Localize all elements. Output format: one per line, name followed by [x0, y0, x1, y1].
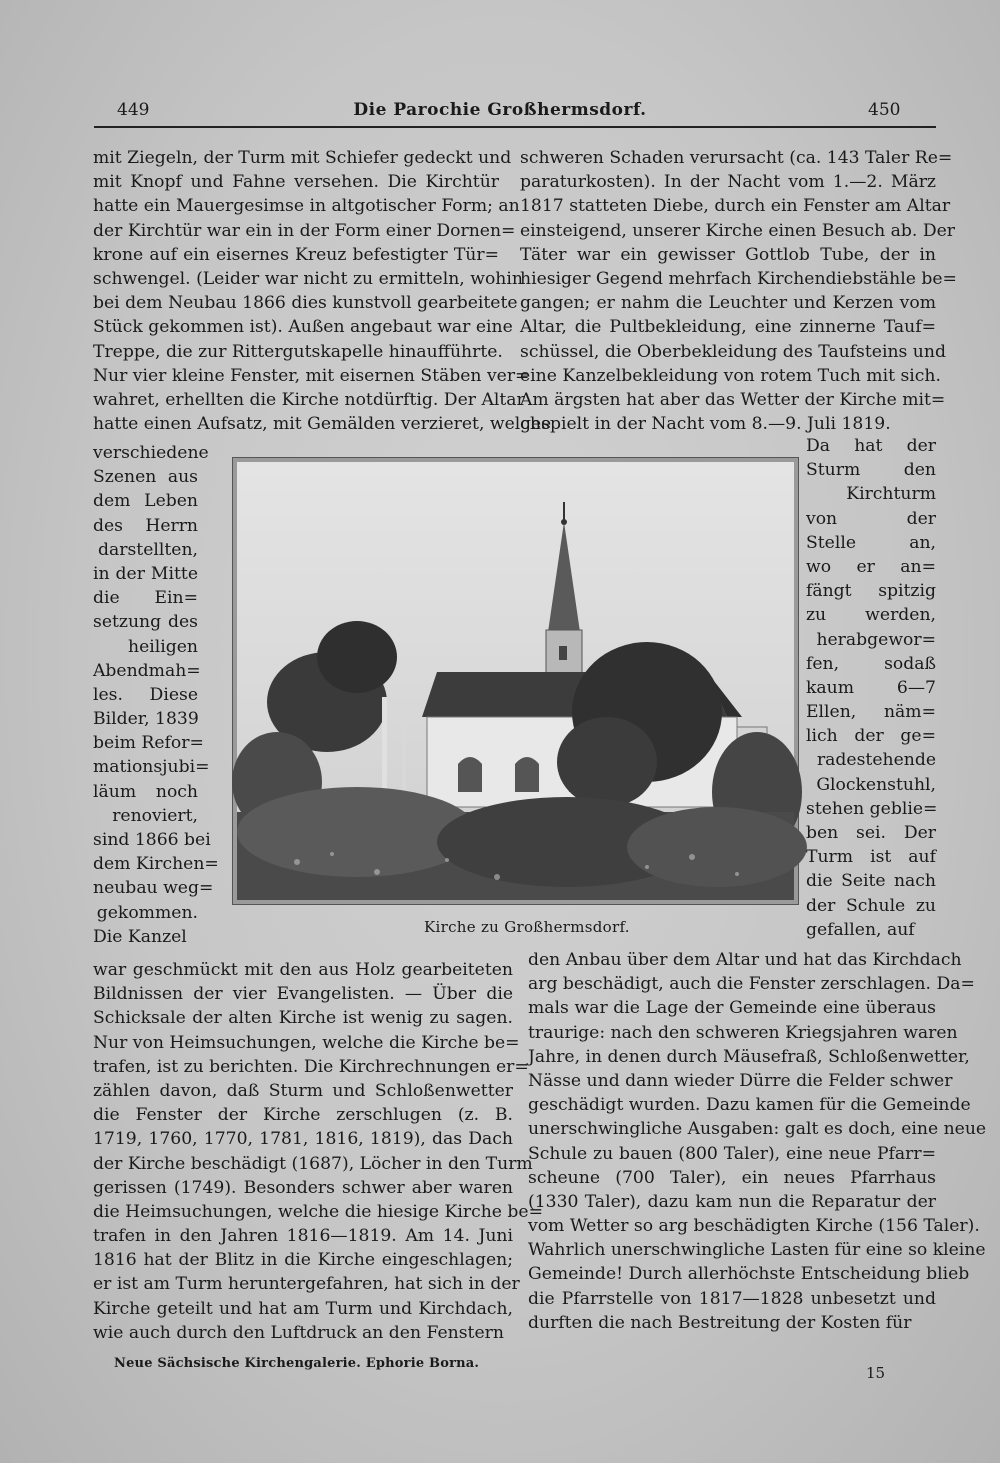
- text-line: schweren Schaden verursacht (ca. 143 Taler Re=: [520, 148, 953, 168]
- text-line: beim Refor=: [93, 733, 204, 754]
- text-line: Die Kanzel: [93, 926, 187, 947]
- text-line: Glockenstuhl,: [816, 774, 936, 795]
- text-line: kaum 6—7: [806, 677, 936, 698]
- left-column-beside-figure: [93, 441, 219, 949]
- text-line: Treppe, die zur Rittergutskapelle hinaufführte.: [93, 341, 503, 362]
- text-line: Schule zu bauen (800 Taler), eine neue Pfarr=: [528, 1143, 936, 1164]
- text-line: Da hat der: [806, 436, 936, 456]
- right-column-bottom: [528, 948, 987, 1335]
- text-line: die Fenster der Kirche zerschlugen (z. B.: [93, 1105, 513, 1126]
- text-line: mals war die Lage der Gemeinde eine überaus: [528, 998, 936, 1019]
- running-title: Die Parochie Großhermsdorf.: [353, 100, 647, 120]
- text-line: Am ärgsten hat aber das Wetter der Kirche mit=: [520, 389, 946, 410]
- text-line: die Pfarrstelle von 1817—1828 unbesetzt und: [528, 1288, 936, 1309]
- text-line: Altar, die Pultbekleidung, eine zinnerne Tauf=: [520, 317, 936, 338]
- text-line: ben sei. Der: [806, 823, 936, 843]
- text-line: Abendmah=: [93, 660, 201, 681]
- text-line: Jahre, in denen durch Mäusefraß, Schloßenwetter,: [528, 1046, 970, 1067]
- text-line: mit Knopf und Fahne versehen. Die Kirchtür: [93, 172, 499, 193]
- text-line: Kirchturm: [846, 484, 936, 505]
- text-line: vom Wetter so arg beschädigten Kirche (156 Taler).: [528, 1216, 980, 1237]
- text-line: war geschmückt mit den aus Holz gearbeiteten: [93, 960, 513, 980]
- text-line: Bilder, 1839: [93, 709, 199, 730]
- text-line: hiesiger Gegend mehrfach Kirchendiebstähle be=: [520, 268, 957, 289]
- text-line: Nur von Heimsuchungen, welche die Kirche be=: [93, 1032, 520, 1053]
- text-line: der Schule zu: [806, 895, 936, 916]
- text-line: trafen in den Jahren 1816—1819. Am 14. Juni: [93, 1226, 513, 1247]
- footer-series-title: Neue Sächsische Kirchengalerie. Ephorie Borna.: [114, 1356, 480, 1371]
- text-line: bei dem Neubau 1866 dies kunstvoll gearbeitete: [93, 293, 518, 314]
- text-line: zählen davon, daß Sturm und Schloßenwetter: [93, 1080, 513, 1101]
- text-line: Turm ist auf: [806, 847, 936, 868]
- text-line: (1330 Taler), dazu kam nun die Reparatur der: [528, 1191, 936, 1212]
- text-line: traurige: nach den schweren Kriegsjahren waren: [528, 1022, 958, 1043]
- text-line: herabgewor=: [816, 629, 936, 650]
- text-line: 1816 hat der Blitz in die Kirche eingeschlagen;: [93, 1250, 513, 1271]
- footer-signature-number: 15: [866, 1364, 886, 1382]
- text-line: stehen geblie=: [806, 798, 938, 819]
- text-line: verschiedene: [93, 443, 209, 463]
- text-line: den Anbau über dem Altar und hat das Kirchdach: [528, 950, 962, 970]
- text-line: 1719, 1760, 1770, 1781, 1816, 1819), das Dach: [93, 1129, 513, 1150]
- text-line: sind 1866 bei: [93, 830, 211, 850]
- text-line: les. Diese: [93, 684, 198, 705]
- page-number-right: 450: [868, 100, 901, 120]
- header-rule: [94, 126, 936, 128]
- text-line: neubau weg=: [93, 878, 214, 899]
- text-line: gangen; er nahm die Leuchter und Kerzen vom: [520, 293, 936, 314]
- text-line: dem Leben: [93, 491, 198, 512]
- text-line: läum noch: [93, 781, 198, 802]
- text-line: krone auf ein eisernes Kreuz befestigter Tür=: [93, 244, 499, 265]
- text-line: schwengel. (Leider war nicht zu ermitteln, wohin: [93, 268, 523, 289]
- text-line: Szenen aus: [93, 467, 198, 488]
- text-line: gefallen, auf: [806, 919, 915, 940]
- text-line: Wahrlich unerschwingliche Lasten für eine so kleine: [528, 1240, 986, 1261]
- text-line: mit Ziegeln, der Turm mit Schiefer gedeckt und: [93, 148, 512, 168]
- church-photo: [237, 462, 794, 900]
- text-line: Stelle an,: [806, 532, 936, 553]
- text-line: Kirche geteilt und hat am Turm und Kirchdach,: [93, 1298, 513, 1319]
- text-line: paraturkosten). In der Nacht vom 1.—2. März: [520, 172, 936, 193]
- right-column-beside-figure: [806, 434, 936, 942]
- text-line: Bildnissen der vier Evangelisten. — Über die: [93, 984, 513, 1005]
- text-line: wo er an=: [806, 556, 936, 577]
- church-illustration: [237, 462, 794, 900]
- text-line: Schicksale der alten Kirche ist wenig zu sagen.: [93, 1008, 513, 1029]
- text-line: durften die nach Bestreitung der Kosten für: [528, 1312, 912, 1333]
- text-line: Nur vier kleine Fenster, mit eisernen Stäben ver=: [93, 365, 530, 386]
- text-line: die Ein=: [93, 588, 198, 609]
- text-line: renoviert,: [112, 805, 198, 826]
- right-column-top: [520, 146, 957, 436]
- text-line: zu werden,: [806, 605, 936, 626]
- text-line: Stück gekommen ist). Außen angebaut war eine: [93, 317, 513, 338]
- text-line: lich der ge=: [806, 726, 936, 747]
- text-line: der Kirche beschädigt (1687), Löcher in den Turm: [93, 1153, 533, 1174]
- text-line: fen, sodaß: [806, 653, 936, 674]
- text-line: des Herrn: [93, 515, 198, 536]
- text-line: unerschwingliche Ausgaben: galt es doch, eine neue: [528, 1119, 987, 1140]
- text-line: der Kirchtür war ein in der Form einer Dornen=: [93, 220, 516, 241]
- text-line: radestehende: [816, 750, 936, 771]
- figure-caption: Kirche zu Großhermsdorf.: [424, 918, 630, 936]
- text-line: die Seite nach: [806, 871, 936, 892]
- text-line: trafen, ist zu berichten. Die Kirchrechnungen er=: [93, 1056, 529, 1077]
- left-column-top: [93, 146, 552, 436]
- text-line: gespielt in der Nacht vom 8.—9. Juli 1819.: [520, 414, 891, 435]
- text-line: geschädigt wurden. Dazu kamen für die Gemeinde: [528, 1095, 971, 1116]
- text-line: Ellen, näm=: [806, 702, 936, 723]
- text-line: dem Kirchen=: [93, 854, 219, 875]
- text-line: wahret, erhellten die Kirche notdürftig. Der Altar: [93, 389, 525, 410]
- text-line: er ist am Turm heruntergefahren, hat sich in der: [93, 1274, 520, 1295]
- text-line: Gemeinde! Durch allerhöchste Entscheidung blieb: [528, 1264, 970, 1285]
- text-line: darstellten,: [98, 539, 198, 560]
- text-line: fängt spitzig: [806, 581, 936, 602]
- text-line: mationsjubi=: [93, 757, 210, 778]
- text-line: heiligen: [128, 636, 198, 657]
- page-number-left: 449: [117, 100, 150, 120]
- text-line: eine Kanzelbekleidung von rotem Tuch mit sich.: [520, 365, 941, 386]
- text-line: gekommen.: [96, 902, 198, 923]
- text-line: wie auch durch den Luftdruck an den Fenstern: [93, 1322, 504, 1343]
- text-line: gerissen (1749). Besonders schwer aber waren: [93, 1177, 513, 1198]
- text-line: die Heimsuchungen, welche die hiesige Kirche be=: [93, 1201, 543, 1222]
- text-line: arg beschädigt, auch die Fenster zerschlagen. Da=: [528, 974, 975, 995]
- text-line: scheune (700 Taler), ein neues Pfarrhaus: [528, 1167, 936, 1188]
- text-line: 1817 statteten Diebe, durch ein Fenster am Altar: [520, 196, 951, 217]
- text-line: Nässe und dann wieder Dürre die Felder schwer: [528, 1070, 953, 1091]
- church-photo-frame: [232, 457, 799, 905]
- left-column-bottom: [93, 958, 543, 1345]
- text-line: hatte ein Mauergesimse in altgotischer Form; an: [93, 196, 520, 217]
- text-line: Täter war ein gewisser Gottlob Tube, der in: [520, 244, 936, 265]
- text-line: in der Mitte: [93, 563, 198, 584]
- text-line: von der: [806, 508, 936, 529]
- text-line: hatte einen Aufsatz, mit Gemälden verzieret, welche: [93, 414, 552, 435]
- text-line: Sturm den: [806, 460, 936, 481]
- text-line: schüssel, die Oberbekleidung des Taufsteins und: [520, 341, 946, 362]
- text-line: einsteigend, unserer Kirche einen Besuch ab. Der: [520, 220, 956, 241]
- text-line: setzung des: [93, 612, 198, 633]
